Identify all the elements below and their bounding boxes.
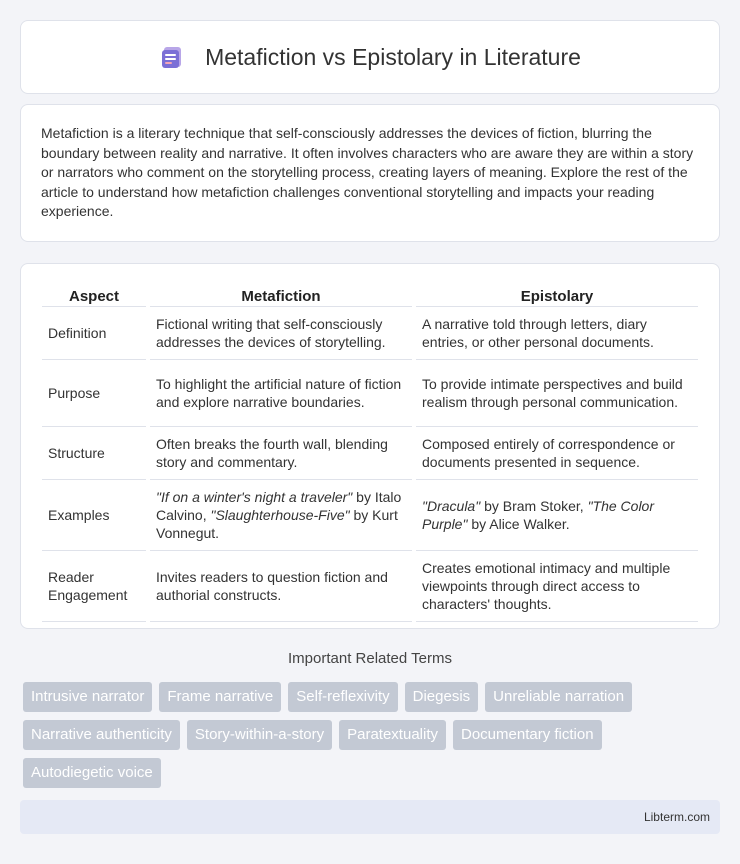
metafiction-cell: To highlight the artificial nature of fiction and explore narrative boundaries. — [150, 360, 412, 427]
intro-card — [20, 104, 720, 242]
epistolary-cell: To provide intimate perspectives and build realism through personal communication. — [416, 360, 698, 427]
epistolary-cell: A narrative told through letters, diary entries, or other personal documents. — [416, 307, 698, 360]
header-metafiction: Metafiction — [150, 282, 412, 307]
book-title: "The Color Purple" — [422, 498, 655, 532]
table-row — [42, 427, 698, 480]
page-title: Metafiction vs Epistolary in Literature — [205, 43, 581, 70]
book-title: "Slaughterhouse-Five" — [210, 507, 350, 523]
related-term-tag[interactable]: Unreliable narration — [485, 682, 632, 712]
epistolary-cell: Creates emotional intimacy and multiple viewpoints through direct access to characters' thoughts. — [416, 551, 698, 622]
metafiction-cell: Often breaks the fourth wall, blending story and commentary. — [150, 427, 412, 480]
related-term-tag[interactable]: Paratextuality — [339, 720, 446, 750]
header-epistolary: Epistolary — [416, 282, 698, 307]
aspect-cell: Examples — [42, 480, 146, 551]
related-term-tag[interactable]: Story-within-a-story — [187, 720, 332, 750]
document-stack-icon — [159, 44, 185, 70]
aspect-cell: Structure — [42, 427, 146, 480]
comparison-card — [20, 263, 720, 629]
related-term-tag[interactable]: Self-reflexivity — [288, 682, 397, 712]
related-term-tag[interactable]: Diegesis — [405, 682, 479, 712]
author-text: by Alice Walker. — [467, 516, 570, 532]
table-row — [42, 360, 698, 427]
aspect-cell: Purpose — [42, 360, 146, 427]
book-title: "Dracula" — [422, 498, 481, 514]
aspect-cell: Reader Engagement — [42, 551, 146, 622]
aspect-cell: Definition — [42, 307, 146, 360]
metafiction-cell — [150, 480, 412, 551]
table-row — [42, 307, 698, 360]
metafiction-cell: Invites readers to question fiction and authorial constructs. — [150, 551, 412, 622]
epistolary-cell: Composed entirely of correspondence or documents presented in sequence. — [416, 427, 698, 480]
related-term-tag[interactable]: Documentary fiction — [453, 720, 602, 750]
table-row — [42, 480, 698, 551]
header-card — [20, 20, 720, 94]
table-row — [42, 551, 698, 622]
related-term-tag[interactable]: Autodiegetic voice — [23, 758, 161, 788]
author-text: by Kurt Vonnegut. — [156, 507, 398, 541]
book-title: "If on a winter's night a traveler" — [156, 489, 353, 505]
author-text: by Italo Calvino, — [156, 489, 402, 523]
footer — [20, 800, 720, 834]
related-term-tag[interactable]: Frame narrative — [159, 682, 281, 712]
metafiction-cell: Fictional writing that self-consciously addresses the devices of storytelling. — [150, 307, 412, 360]
footer-site-link[interactable]: Libterm.com — [643, 810, 710, 824]
related-terms-title: Important Related Terms — [288, 650, 452, 667]
author-text: by Bram Stoker, — [480, 498, 588, 514]
related-term-tag[interactable]: Narrative authenticity — [23, 720, 180, 750]
comparison-table — [38, 282, 702, 622]
epistolary-cell — [416, 480, 698, 551]
related-terms-list — [23, 682, 723, 796]
header-aspect: Aspect — [42, 282, 146, 307]
related-term-tag[interactable]: Intrusive narrator — [23, 682, 152, 712]
intro-text: Metafiction is a literary technique that self-consciously addresses the devices of fiction, blurring the boundary between reality and narrative. It often involves characters who are aware they are within a story or narrators who comment on the storytelling process, creating layers of meaning. Explore the rest of the article to understand how metafiction challenges conventional storytelling and impacts your reading experience. — [41, 125, 694, 220]
